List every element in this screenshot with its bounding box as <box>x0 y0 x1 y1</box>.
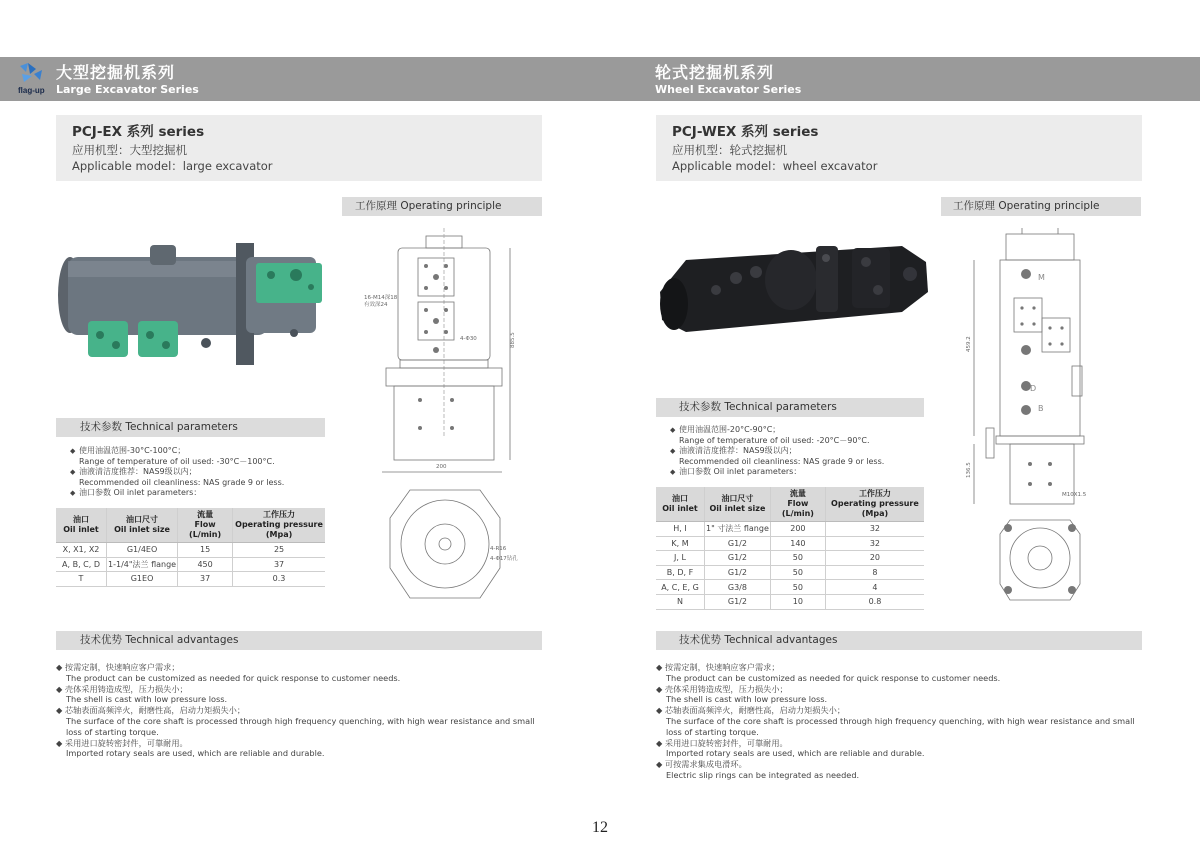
table-row: N G1/2 10 0.8 <box>656 594 924 609</box>
right-param-2-cn: ◆ 油液清洁度推荐：NAS9级以内； <box>670 446 797 456</box>
left-application-cn: 应用机型：大型挖掘机 <box>72 143 187 157</box>
left-adv-1-cn: ◆ 按需定制，快速响应客户需求； <box>56 662 180 672</box>
diamond-bullet-icon: ◆ <box>56 737 65 748</box>
left-technical-drawing <box>360 228 532 608</box>
right-header <box>655 63 801 97</box>
left-adv-2-en: The shell is cast with low pressure loss. <box>66 694 228 705</box>
diamond-bullet-icon: ◆ <box>656 662 665 672</box>
right-drawing-label-d: D <box>1030 384 1037 393</box>
right-application-en: Applicable model：wheel excavator <box>672 159 878 173</box>
table-row: H, I 1" 寸法兰 flange 200 32 <box>656 522 924 537</box>
right-param-2-en: Recommended oil cleanliness: NAS grade 9 or less. <box>679 456 885 466</box>
flag-up-logo <box>16 60 54 98</box>
page-number: 12 <box>592 819 608 836</box>
right-header-cn: 轮式挖掘机系列 <box>655 63 775 82</box>
left-principle-label: 工作原理 Operating principle <box>355 200 502 212</box>
left-header-cn: 大型挖掘机系列 <box>56 63 176 82</box>
left-series-panel <box>56 115 542 181</box>
right-drawing-label-h1: 459.2 <box>966 336 972 352</box>
left-drawing-label-d: 885.5 <box>510 332 516 348</box>
diamond-bullet-icon: ◆ <box>70 489 76 498</box>
right-principle-bar <box>941 197 1141 216</box>
left-th-3: 流量 Flow (L/min) <box>178 508 233 543</box>
right-adv-5-cn: ◆ 可按需求集成电滑环。 <box>656 759 747 770</box>
left-principle-bar <box>342 197 542 216</box>
right-adv-2-en: The shell is cast with low pressure loss. <box>666 694 828 705</box>
left-adv-2-cn: ◆ 壳体采用铸造成型，压力损失小； <box>56 683 188 694</box>
left-product-photo <box>56 235 336 375</box>
left-param-1-en: Range of temperature of oil used: -30°C－100°C. <box>79 456 275 466</box>
diamond-bullet-icon: ◆ <box>56 705 65 716</box>
left-advantages-list <box>56 662 536 759</box>
right-param-3-cn: ◆ 油口参数 Oil inlet parameters： <box>670 467 802 477</box>
left-param-2-cn: ◆ 油液清洁度推荐：NAS9级以内； <box>70 467 197 477</box>
right-drawing-label-m: M <box>1038 273 1045 282</box>
left-application-en: Applicable model：large excavator <box>72 159 273 173</box>
right-drawing-label-h2: 136.5 <box>966 462 972 478</box>
left-param-1-cn: ◆ 使用油温范围-30°C-100°C； <box>70 446 186 455</box>
left-th-1: 油口 Oil inlet <box>56 508 107 543</box>
right-advantages-bar <box>656 631 1142 650</box>
right-tech-params-label: 技术参数 Technical parameters <box>679 401 837 413</box>
left-th-4: 工作压力 Operating pressure (Mpa) <box>233 508 325 543</box>
right-adv-1-en: The product can be customized as needed for quick response to customer needs. <box>666 672 1001 683</box>
logo-text: flag-up <box>18 86 45 95</box>
right-drawing-label-b: B <box>1038 404 1044 413</box>
left-param-2-en: Recommended oil cleanliness: NAS grade 9 or less. <box>79 477 285 487</box>
table-row: J, L G1/2 50 20 <box>656 551 924 566</box>
left-header-en: Large Excavator Series <box>56 83 199 96</box>
left-param-3-cn: ◆ 油口参数 Oil inlet parameters： <box>70 488 202 498</box>
right-th-2: 油口尺寸 Oil inlet size <box>705 487 771 522</box>
left-tech-params-label: 技术参数 Technical parameters <box>80 421 238 433</box>
left-header <box>56 63 199 97</box>
left-drawing-label-b: 有效深24 <box>364 302 388 308</box>
right-adv-2-cn: ◆ 壳体采用铸造成型，压力损失小； <box>656 683 788 694</box>
diamond-bullet-icon: ◆ <box>670 447 676 456</box>
left-series-title: PCJ-EX 系列 series <box>72 124 205 140</box>
right-advantages-list <box>656 662 1136 781</box>
diamond-bullet-icon: ◆ <box>56 662 65 672</box>
left-th-2: 油口尺寸 Oil inlet size <box>107 508 178 543</box>
right-adv-3-cn: ◆ 芯轴表面高频淬火，耐磨性高，启动力矩损失小； <box>656 705 846 716</box>
right-params-table <box>656 487 924 610</box>
table-row: X, X1, X2 G1/4EO 15 25 <box>56 543 325 558</box>
left-adv-3-en: The surface of the core shaft is processed through high frequency quenching, with high wear resistance and small loss of starting torque. <box>66 715 535 737</box>
diamond-bullet-icon: ◆ <box>670 426 676 434</box>
right-series-title: PCJ-WEX 系列 series <box>672 124 819 140</box>
left-params-table <box>56 508 325 587</box>
right-technical-drawing <box>960 228 1130 618</box>
right-params-list <box>670 425 884 478</box>
table-row: K, M G1/2 140 32 <box>656 536 924 551</box>
diamond-bullet-icon: ◆ <box>656 683 665 694</box>
left-drawing-label-f: 4-R16 <box>490 546 507 552</box>
right-param-1-cn: ◆ 使用油温范围-20°C-90°C； <box>670 425 781 434</box>
table-row: A, C, E, G G3/8 50 4 <box>656 580 924 595</box>
table-row: T G1EO 37 0.3 <box>56 572 325 587</box>
left-drawing-label-e: 200 <box>436 464 447 470</box>
table-row: B, D, F G1/2 50 8 <box>656 565 924 580</box>
right-adv-3-en: The surface of the core shaft is processed through high frequency quenching, with high wear resistance and small loss of starting torque. <box>666 715 1135 737</box>
diamond-bullet-icon: ◆ <box>656 759 665 770</box>
right-adv-4-cn: ◆ 采用进口旋转密封件，可靠耐用。 <box>656 737 788 748</box>
right-tech-params-bar <box>656 398 924 417</box>
left-adv-1-en: The product can be customized as needed for quick response to customer needs. <box>66 672 401 683</box>
right-adv-4-en: Imported rotary seals are used, which are reliable and durable. <box>666 748 925 759</box>
table-row: A, B, C, D 1-1/4"法兰 flange 450 37 <box>56 557 325 572</box>
left-advantages-label: 技术优势 Technical advantages <box>80 634 239 646</box>
diamond-bullet-icon: ◆ <box>670 468 676 477</box>
right-product-photo <box>656 232 938 344</box>
right-drawing-label-p: M10X1.5 <box>1062 492 1087 498</box>
right-series-panel <box>656 115 1142 181</box>
right-th-1: 油口 Oil inlet <box>656 487 705 522</box>
right-header-en: Wheel Excavator Series <box>655 83 802 96</box>
left-drawing-label-g: 4-Φ17钻孔 <box>490 556 518 562</box>
left-drawing-label-a: 16-M14深18 <box>364 295 398 301</box>
left-advantages-bar <box>56 631 542 650</box>
right-th-3: 流量 Flow (L/min) <box>770 487 825 522</box>
right-adv-5-en: Electric slip rings can be integrated as needed. <box>666 769 860 780</box>
diamond-bullet-icon: ◆ <box>70 468 76 477</box>
right-th-4: 工作压力 Operating pressure (Mpa) <box>825 487 924 522</box>
left-params-list <box>70 446 284 499</box>
left-drawing-label-c: 4-Φ30 <box>460 336 477 342</box>
left-adv-4-cn: ◆ 采用进口旋转密封件，可靠耐用。 <box>56 737 188 748</box>
diamond-bullet-icon: ◆ <box>656 737 665 748</box>
right-application-cn: 应用机型：轮式挖掘机 <box>672 143 787 157</box>
left-tech-params-bar <box>56 418 325 437</box>
diamond-bullet-icon: ◆ <box>656 705 665 716</box>
left-adv-4-en: Imported rotary seals are used, which are reliable and durable. <box>66 748 325 759</box>
left-adv-3-cn: ◆ 芯轴表面高频淬火，耐磨性高，启动力矩损失小； <box>56 705 246 716</box>
right-adv-1-cn: ◆ 按需定制，快速响应客户需求； <box>656 662 780 672</box>
right-advantages-label: 技术优势 Technical advantages <box>679 634 838 646</box>
right-principle-label: 工作原理 Operating principle <box>953 200 1100 212</box>
diamond-bullet-icon: ◆ <box>56 683 65 694</box>
diamond-bullet-icon: ◆ <box>70 447 76 455</box>
right-param-1-en: Range of temperature of oil used: -20°C－90°C. <box>679 435 870 445</box>
